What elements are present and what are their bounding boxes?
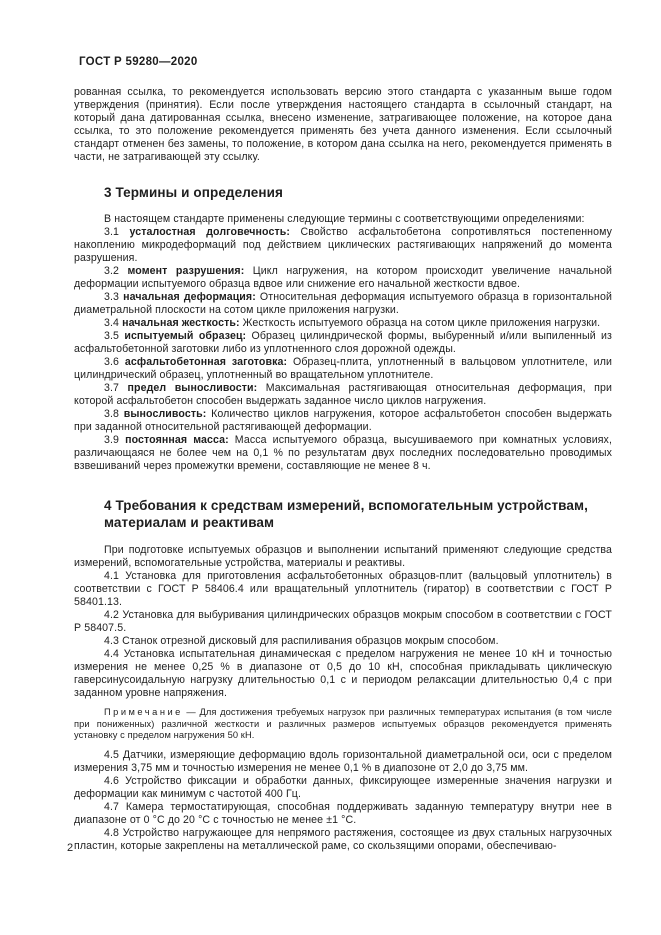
- paragraph: [74, 317, 612, 330]
- paragraph: [74, 213, 612, 226]
- term-bold: асфальтобетонная заготовка:: [124, 356, 288, 368]
- paragraph: [74, 775, 612, 801]
- paragraph: [74, 635, 612, 648]
- text-run: Образец цилиндрической формы, выбуренный и/или выпиленный из асфальтобетонной заготовки либо из уплотненного слоя дорожной одежды.: [74, 330, 612, 355]
- section-heading: 3 Термины и определения: [104, 185, 283, 200]
- term-bold: испытуемый образец:: [124, 330, 247, 342]
- text-run: 3.3: [104, 291, 124, 303]
- text-run: 4.8 Устройство нагружающее для непрямого растяжения, состоящее из двух стальных нагрузочных пластин, которые закреплены на металлической раме, со скользящими опорами, обеспечиваю-: [74, 826, 612, 852]
- paragraph: [74, 356, 612, 382]
- text-run: 3.5: [104, 330, 125, 342]
- paragraph: [74, 226, 612, 265]
- term-bold: усталостная долговечность:: [129, 226, 291, 238]
- text-run: 3.8: [104, 408, 124, 420]
- text-run: 4.4 Установка испытательная динамическая с пределом нагружения не менее 10 кН и точностью измерения не менее 0,25 % в диапазоне от 0,5 до 10 кН, способная прикладывать циклическую гаверсинусоидальную нагрузку длительностью 0,1 с и периодом релаксации длительностью 0,4 с при заданном уровне напряжения.: [74, 648, 612, 699]
- note-label: Примечание: [104, 707, 183, 717]
- paragraph: [74, 609, 612, 635]
- term-bold: начальная деформация:: [123, 291, 256, 303]
- text-run: 4.1 Установка для приготовления асфальтобетонных образцов-плит (вальцовый уплотнитель) в соответствии с ГОСТ Р 58406.4 или вращательный уплотнитель (гиратор) в соответствии с ГОСТ Р 58401.13.: [74, 570, 612, 608]
- text-run: 4.7 Камера термостатирующая, способная поддерживать заданную температуру внутри нее в диапазоне от 0 °С до 20 °С с точностью не менее ±1 °С.: [74, 800, 612, 826]
- text-run: Жесткость испытуемого образца на сотом цикле приложения нагрузки.: [239, 317, 601, 329]
- text-run: Образец-плита, уплотненный в вальцовом уплотнителе, или цилиндрический образец, уплотненный во вращательном уплотнителе.: [74, 356, 613, 381]
- paragraph: [74, 749, 612, 775]
- text-run: 3.9: [104, 434, 126, 446]
- paragraph: [74, 648, 612, 700]
- document-body: [74, 86, 612, 853]
- page-number: 2: [67, 842, 74, 854]
- text-run: Свойство асфальтобетона сопротивляться постепенному накоплению микродеформаций под действием циклических растягивающих напряжений до момента разрушения.: [74, 226, 612, 264]
- text-run: Максимальная растягивающая относительная деформация, при которой асфальтобетон способен выдержать заданное число циклов нагружения.: [74, 382, 612, 407]
- text-run: Относительная деформация испытуемого образца в горизонтальной диаметральной плоскости на сотом цикле приложения нагрузки.: [74, 291, 613, 316]
- note-text: — Для достижения требуемых нагрузок при различных температурах испытания (в том числе при пониженных) различной жесткости и различных размеров испытуемых образцов рекомендуется применять установку с пределом нагружения 50 кН.: [74, 707, 612, 740]
- paragraph: [74, 330, 612, 356]
- text-run: Цикл нагружения, на котором происходит увеличение начальной деформации испытуемого образца вдвое или снижение его начальной жесткости вдвое.: [74, 265, 612, 290]
- term-bold: выносливость:: [123, 408, 207, 420]
- paragraph: [74, 544, 612, 570]
- text-run: При подготовке испытуемых образцов и выполнении испытаний применяют следующие средства измерений, вспомогательные устройства, материалы и реактивы.: [74, 544, 612, 569]
- running-header-standard-number: ГОСТ Р 59280—2020: [79, 56, 198, 68]
- paragraph: [74, 408, 612, 434]
- term-bold: постоянная масса:: [125, 434, 229, 446]
- text-run: рованная ссылка, то рекомендуется использовать версию этого стандарта с указанным выше годом утверждения (принятия). Если после утверждения настоящего стандарта в ссылочный стандарт, на который дана датированная ссылка, внесено изменение, затрагивающее положение, на которое дана ссылка, то это положение рекомендуется применять без учета данного изменения. Если ссылочный стандарт отменен без замены, то положение, в котором дана ссылка на него, рекомендуется применять в части, не затрагивающей эту ссылку.: [74, 86, 612, 163]
- text-run: 4.6 Устройство фиксации и обработки данных, фиксирующее измеренные значения нагрузки и деформации как минимум с частотой 400 Гц.: [74, 774, 612, 800]
- text-run: 4.3 Станок отрезной дисковый для распиливания образцов мокрым способом.: [104, 635, 499, 647]
- paragraph: [74, 86, 612, 164]
- text-run: Масса испытуемого образца, высушиваемого при комнатных условиях, различающаяся не более чем на 0,1 % по результатам двух последних последовательно проводимых взвешиваний через промежутки времени, составляющие не менее 8 ч.: [74, 434, 612, 472]
- term-bold: начальная жесткость:: [122, 317, 240, 329]
- text-run: 3.7: [104, 382, 128, 394]
- paragraph: [74, 801, 612, 827]
- term-bold: предел выносливости:: [127, 382, 258, 394]
- paragraph: [74, 382, 612, 408]
- term-bold: момент разрушения:: [127, 265, 245, 277]
- paragraph: [74, 827, 612, 853]
- text-run: 3.2: [104, 265, 128, 277]
- text-run: 3.1: [104, 226, 130, 238]
- text-run: Количество циклов нагружения, которое асфальтобетон способен выдержать при заданной относительной растягивающей деформации.: [74, 408, 612, 433]
- text-run: В настоящем стандарте применены следующие термины с соответствующими определениями:: [104, 213, 585, 225]
- text-run: 4.2 Установка для выбуривания цилиндрических образцов мокрым способом в соответствии с ГОСТ Р 58407.5.: [74, 609, 612, 634]
- paragraph: [74, 570, 612, 609]
- text-run: 3.6: [104, 356, 125, 368]
- note-paragraph: [74, 707, 612, 742]
- paragraph: [74, 291, 612, 317]
- paragraph: [74, 434, 612, 473]
- text-run: 3.4: [104, 317, 123, 329]
- paragraph: [74, 265, 612, 291]
- section-heading: 4 Требования к средствам измерений, вспомогательным устройствам, материалам и реактивам: [104, 498, 588, 530]
- text-run: 4.5 Датчики, измеряющие деформацию вдоль горизонтальной диаметральной оси, оси с пределом измерения 3,75 мм и точностью измерения не менее 0,1 % в диапозоне от 2,0 до 3,75 мм.: [74, 748, 612, 774]
